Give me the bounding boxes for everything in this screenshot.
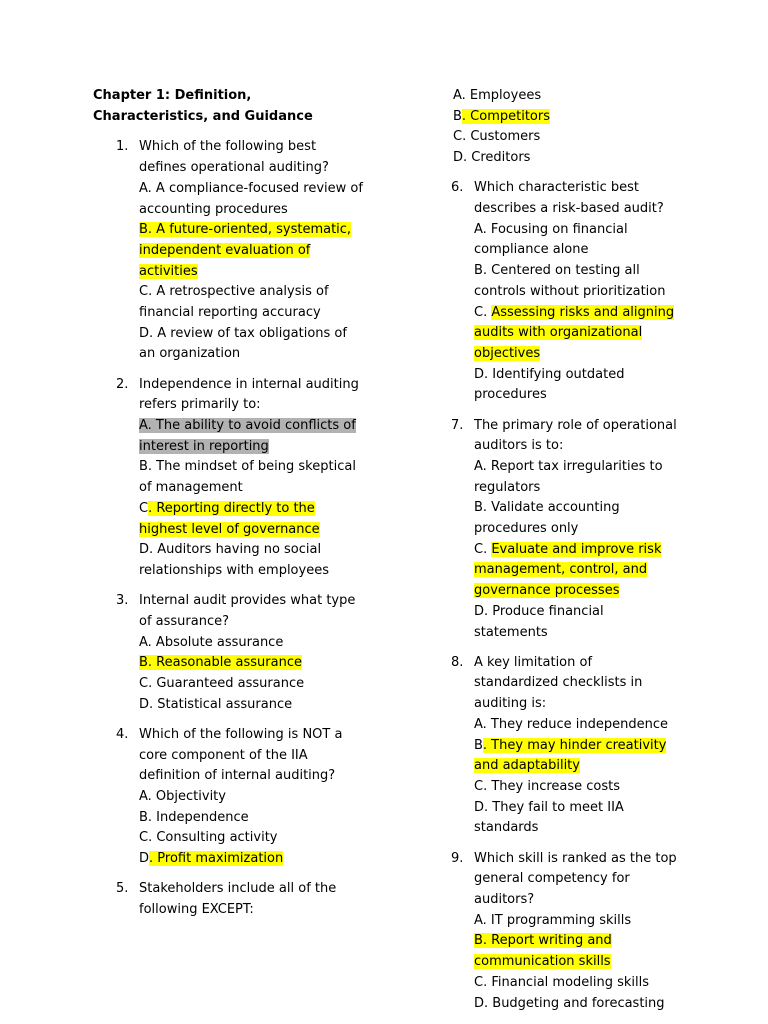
option-text: C. Customers [453,129,541,145]
highlighted-option-text: . Profit maximization [149,851,284,867]
question-stem: Which of the following is NOT a core component of the IIA definition of internal auditing? [139,726,343,784]
option-text: A. Report tax irregularities to regulators [474,458,663,495]
answer-option [139,653,363,674]
highlighted-option-text: . Reporting directly to the highest level of governance [139,500,320,537]
question-number: 3. [116,593,129,609]
answer-option [453,127,678,148]
option-text: C. They increase costs [474,779,621,794]
question-item [93,137,363,365]
answer-option [139,179,363,220]
answer-option [474,911,678,932]
option-text: D. Identifying outdated procedures [474,366,625,403]
option-text: D. A review of tax obligations of an organization [139,325,347,362]
question-number: 4. [116,726,129,742]
question-list-right [428,86,678,1014]
answer-option [474,498,678,539]
answer-option [474,798,678,839]
answer-option [139,674,363,695]
option-text: A. Employees [453,88,542,103]
option-prefix: C. [474,304,492,320]
question-stem: Which skill is ranked as the top general competency for auditors? [474,850,677,908]
option-prefix: B [474,737,483,753]
right-column [428,86,678,1024]
answer-option [139,220,363,282]
option-text: D. Creditors [453,150,531,166]
answer-option [474,261,678,302]
option-text: A. Absolute assurance [139,634,284,650]
highlighted-option-text: A. The ability to avoid conflicts of interest in reporting [139,418,356,454]
option-text: C. Consulting activity [139,830,278,846]
question-stem: Internal audit provides what type of assurance? [139,593,356,629]
answer-option [474,457,678,498]
chapter-title: Chapter 1: Definition, Characteristics, and Guidance [93,88,313,124]
question-number: 5. [116,881,129,897]
answer-option [139,787,363,808]
option-prefix: C [139,500,149,516]
answer-option [139,828,363,849]
question-number: 2. [116,376,129,392]
question-number: 1. [116,139,129,155]
answer-option [453,148,678,169]
question-continuation [428,86,678,169]
option-text: A. A compliance-focused review of accounting procedures [139,180,363,217]
option-text: D. Produce financial statements [474,603,604,640]
option-text: D. They fail to meet IIA standards [474,799,624,836]
highlighted-option-text: Evaluate and improve risk management, control, and governance processes [474,541,662,599]
option-text: C. Guaranteed assurance [139,675,305,691]
question-stem: Independence in internal auditing refers primarily to: [139,376,359,413]
question-list-left [93,137,363,920]
answer-option [474,540,678,602]
answer-option [453,86,678,107]
option-text: A. IT programming skills [474,912,632,928]
answer-option [453,107,678,128]
answer-option [474,602,678,643]
question-item [93,591,363,715]
option-prefix: B [453,108,462,124]
answer-option [474,303,678,365]
option-text: C. Financial modeling skills [474,974,650,990]
answer-option [474,220,678,261]
highlighted-option-text: . They may hinder creativity and adaptability [474,737,667,774]
question-number: 7. [451,417,464,433]
option-text: B. Validate accounting procedures only [474,500,620,537]
option-text: D. Auditors having no social relationships with employees [139,542,329,578]
answer-option [474,736,678,777]
option-text: D. Budgeting and forecasting [474,995,665,1011]
answer-option [139,499,363,540]
answer-option [139,633,363,654]
highlighted-option-text: . Competitors [461,108,551,124]
option-text: D. Statistical assurance [139,696,293,712]
question-item [428,849,678,1015]
answer-option [474,931,678,972]
highlighted-option-text: B. A future-oriented, systematic, independent evaluation of activities [139,222,352,279]
question-number: 8. [451,654,464,670]
answer-option [139,457,363,498]
option-prefix: D [139,851,150,867]
option-text: B. Independence [139,809,249,825]
option-text: B. Centered on testing all controls without prioritization [474,263,666,299]
question-item [428,416,678,644]
answer-option [139,282,363,323]
option-text: A. Focusing on financial compliance alone [474,221,628,258]
question-item [428,653,678,839]
question-number: 9. [451,850,464,866]
question-item [93,375,363,582]
answer-option [474,994,678,1015]
option-prefix: C. [474,541,492,557]
highlighted-option-text: B. Reasonable assurance [139,655,302,671]
left-column [93,86,363,930]
option-text: B. The mindset of being skeptical of management [139,459,356,496]
question-item [93,725,363,870]
answer-option [139,416,363,457]
highlighted-option-text: B. Report writing and communication skills [474,933,612,970]
option-text: C. A retrospective analysis of financial reporting accuracy [139,284,329,321]
option-text: A. They reduce independence [474,716,668,732]
answer-option [474,365,678,406]
question-stem: Which characteristic best describes a risk-based audit? [474,180,664,217]
question-stem: Which of the following best defines operational auditing? [139,139,329,176]
answer-option [139,695,363,716]
option-text: A. Objectivity [139,789,226,804]
question-stem: The primary role of operational auditors is to: [474,417,677,454]
question-stem: A key limitation of standardized checklists in auditing is: [474,654,643,712]
answer-option [474,777,678,798]
question-item [428,178,678,406]
question-number: 6. [451,180,464,196]
answer-option [139,849,363,870]
answer-option [139,324,363,365]
answer-option [474,715,678,736]
answer-option [139,808,363,829]
question-stem: Stakeholders include all of the following EXCEPT: [139,881,337,918]
answer-option [139,540,363,581]
answer-option [474,973,678,994]
question-item [93,879,363,920]
highlighted-option-text: Assessing risks and aligning audits with organizational objectives [474,304,675,361]
